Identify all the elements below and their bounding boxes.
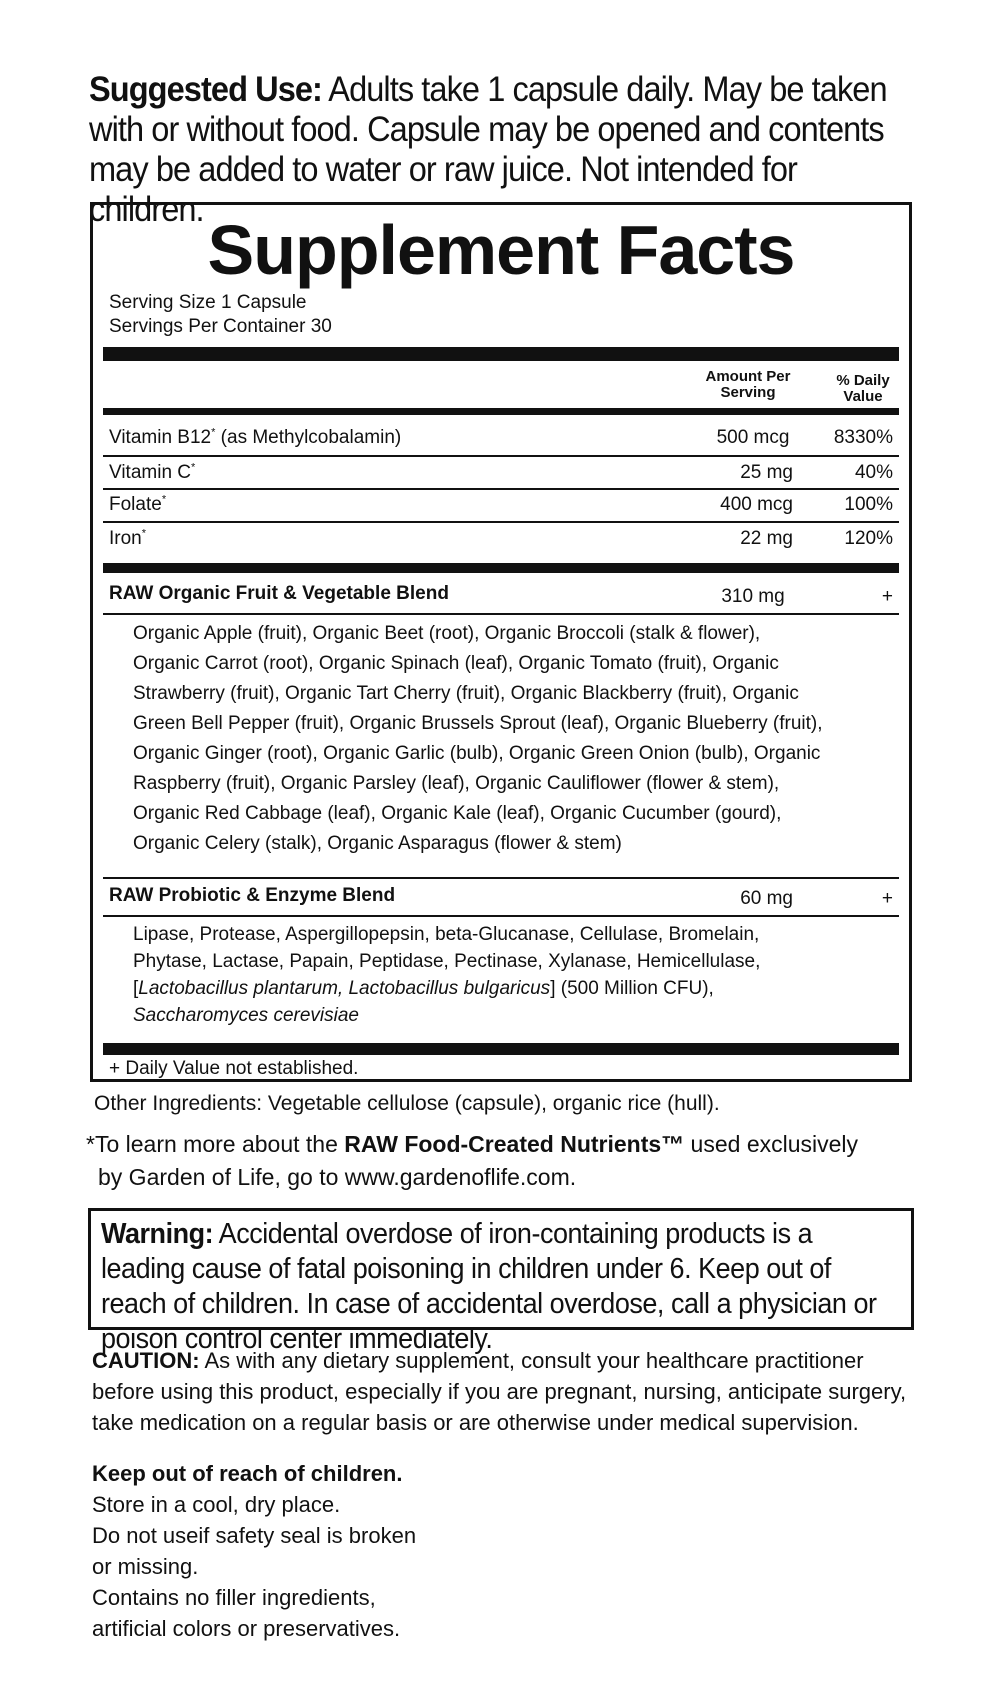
- facts-title: Supplement Facts: [207, 211, 795, 289]
- storage-line: artificial colors or preservatives.: [92, 1616, 401, 1641]
- nutrient-amount: 22 mg: [740, 528, 793, 549]
- blend-fruit-vegetable-amount: 310 mg: [721, 586, 785, 607]
- medium-divider: [103, 408, 899, 415]
- header-amount-line1: Amount Per: [705, 368, 791, 385]
- storage-line: Contains no filler ingredients,: [92, 1585, 376, 1610]
- caution-label: CAUTION:: [92, 1348, 200, 1373]
- nutrient-amount: 25 mg: [740, 462, 793, 483]
- keep-out-heading: Keep out of reach of children.: [92, 1461, 403, 1486]
- nutrient-dv: 8330%: [833, 427, 893, 448]
- blend-probiotic-enzyme-name: RAW Probiotic & Enzyme Blend: [109, 885, 396, 906]
- header-amount-line2: Serving: [720, 384, 776, 401]
- serving-size: Serving Size 1 Capsule: [109, 292, 307, 313]
- thick-divider: [103, 1043, 899, 1055]
- nutrient-name: Vitamin C*: [109, 461, 196, 483]
- nutrient-name: Folate*: [109, 493, 167, 515]
- daily-value-note: + Daily Value not established.: [109, 1058, 359, 1079]
- ingredient-line: Raspberry (fruit), Organic Parsley (leaf), Organic Cauliflower (flower & stem),: [133, 773, 780, 794]
- ingredient-line: Organic Carrot (root), Organic Spinach (leaf), Organic Tomato (fruit), Organic: [133, 653, 779, 674]
- blend-fruit-vegetable-dv: +: [881, 586, 893, 607]
- supplement-facts-panel: [90, 202, 912, 1082]
- blend-fruit-vegetable-ingredients: [133, 619, 903, 859]
- storage-instructions: [92, 1458, 512, 1644]
- ingredient-line: Organic Red Cabbage (leaf), Organic Kale (leaf), Organic Cucumber (gourd),: [133, 803, 782, 824]
- warning-box: [88, 1208, 914, 1355]
- ingredient-line: Organic Apple (fruit), Organic Beet (root), Organic Broccoli (stalk & flower),: [133, 623, 761, 644]
- ingredient-line: [Lactobacillus plantarum, Lactobacillus bulgaricus] (500 Million CFU),: [133, 978, 714, 999]
- other-ingredients: Other Ingredients: Vegetable cellulose (capsule), organic rice (hull).: [94, 1092, 720, 1115]
- header-daily-value: [823, 373, 903, 405]
- nutrient-amount: 400 mcg: [720, 494, 793, 515]
- row-divider: [103, 613, 899, 615]
- blend-probiotic-enzyme-dv: +: [881, 888, 893, 909]
- caution-text: CAUTION: As with any dietary supplement, consult your healthcare practitioner before using this product, especially if you are pregnant, nursing, anticipate surgery, take medication on a regular basis or are otherwise under medical supervision.: [92, 1348, 907, 1435]
- header-amount: [673, 369, 823, 401]
- row-divider: [103, 521, 899, 523]
- nutrient-name: Iron*: [109, 527, 147, 549]
- nutrient-amount: 500 mcg: [716, 427, 790, 448]
- learn-more-line1: *To learn more about the RAW Food-Created Nutrients™ used exclusively: [86, 1131, 859, 1157]
- ingredient-line: Green Bell Pepper (fruit), Organic Brussels Sprout (leaf), Organic Blueberry (fruit),: [133, 713, 823, 734]
- learn-more-line2: by Garden of Life, go to www.gardenoflife.com.: [98, 1164, 577, 1190]
- nutrient-dv: 120%: [844, 528, 893, 549]
- nutrient-dv: 100%: [844, 494, 893, 515]
- ingredient-line: Saccharomyces cerevisiae: [133, 1005, 359, 1026]
- ingredient-line: Organic Ginger (root), Organic Garlic (bulb), Organic Green Onion (bulb), Organic: [133, 743, 821, 764]
- nutrient-dv: 40%: [854, 462, 893, 483]
- row-divider: [103, 915, 899, 917]
- ingredient-line: Organic Celery (stalk), Organic Asparagus (flower & stem): [133, 833, 622, 854]
- servings-per-container: Servings Per Container 30: [109, 316, 332, 337]
- header-dv-line2: Value: [843, 388, 883, 405]
- blend-probiotic-enzyme-amount: 60 mg: [740, 888, 793, 909]
- thick-divider: [103, 347, 899, 361]
- ingredient-line: Strawberry (fruit), Organic Tart Cherry (fruit), Organic Blackberry (fruit), Organic: [133, 683, 799, 704]
- ingredient-line: Phytase, Lactase, Papain, Peptidase, Pectinase, Xylanase, Hemicellulase,: [133, 951, 761, 972]
- learn-more-note: [86, 1128, 946, 1194]
- suggested-use-label: Suggested Use:: [89, 70, 322, 109]
- row-divider: [103, 488, 899, 490]
- header-dv-line1: % Daily: [836, 372, 890, 389]
- nutrient-name: Vitamin B12* (as Methylcobalamin): [109, 426, 402, 448]
- row-divider: [103, 455, 899, 457]
- blend-probiotic-enzyme-ingredients: [133, 921, 903, 1029]
- blend-fruit-vegetable-name: RAW Organic Fruit & Vegetable Blend: [109, 583, 449, 604]
- warning-text: Warning: Accidental overdose of iron-containing products is a leading cause of fatal poisoning in children under 6. Keep out of reach of children. In case of accidental overdose, call a physician or poison control center immediately.: [101, 1218, 877, 1355]
- row-divider: [103, 877, 899, 879]
- storage-line: Do not useif safety seal is broken: [92, 1523, 417, 1548]
- warning-label: Warning:: [101, 1218, 214, 1250]
- storage-line: or missing.: [92, 1554, 199, 1579]
- storage-line: Store in a cool, dry place.: [92, 1492, 341, 1517]
- ingredient-line: Lipase, Protease, Aspergillopepsin, beta-Glucanase, Cellulase, Bromelain,: [133, 924, 760, 945]
- medium-divider: [103, 563, 899, 573]
- suggested-use-text: Adults take 1 capsule daily. May be taken with or without food. Capsule may be opened and contents may be added to water or raw juice. Not intended for children.: [89, 70, 887, 229]
